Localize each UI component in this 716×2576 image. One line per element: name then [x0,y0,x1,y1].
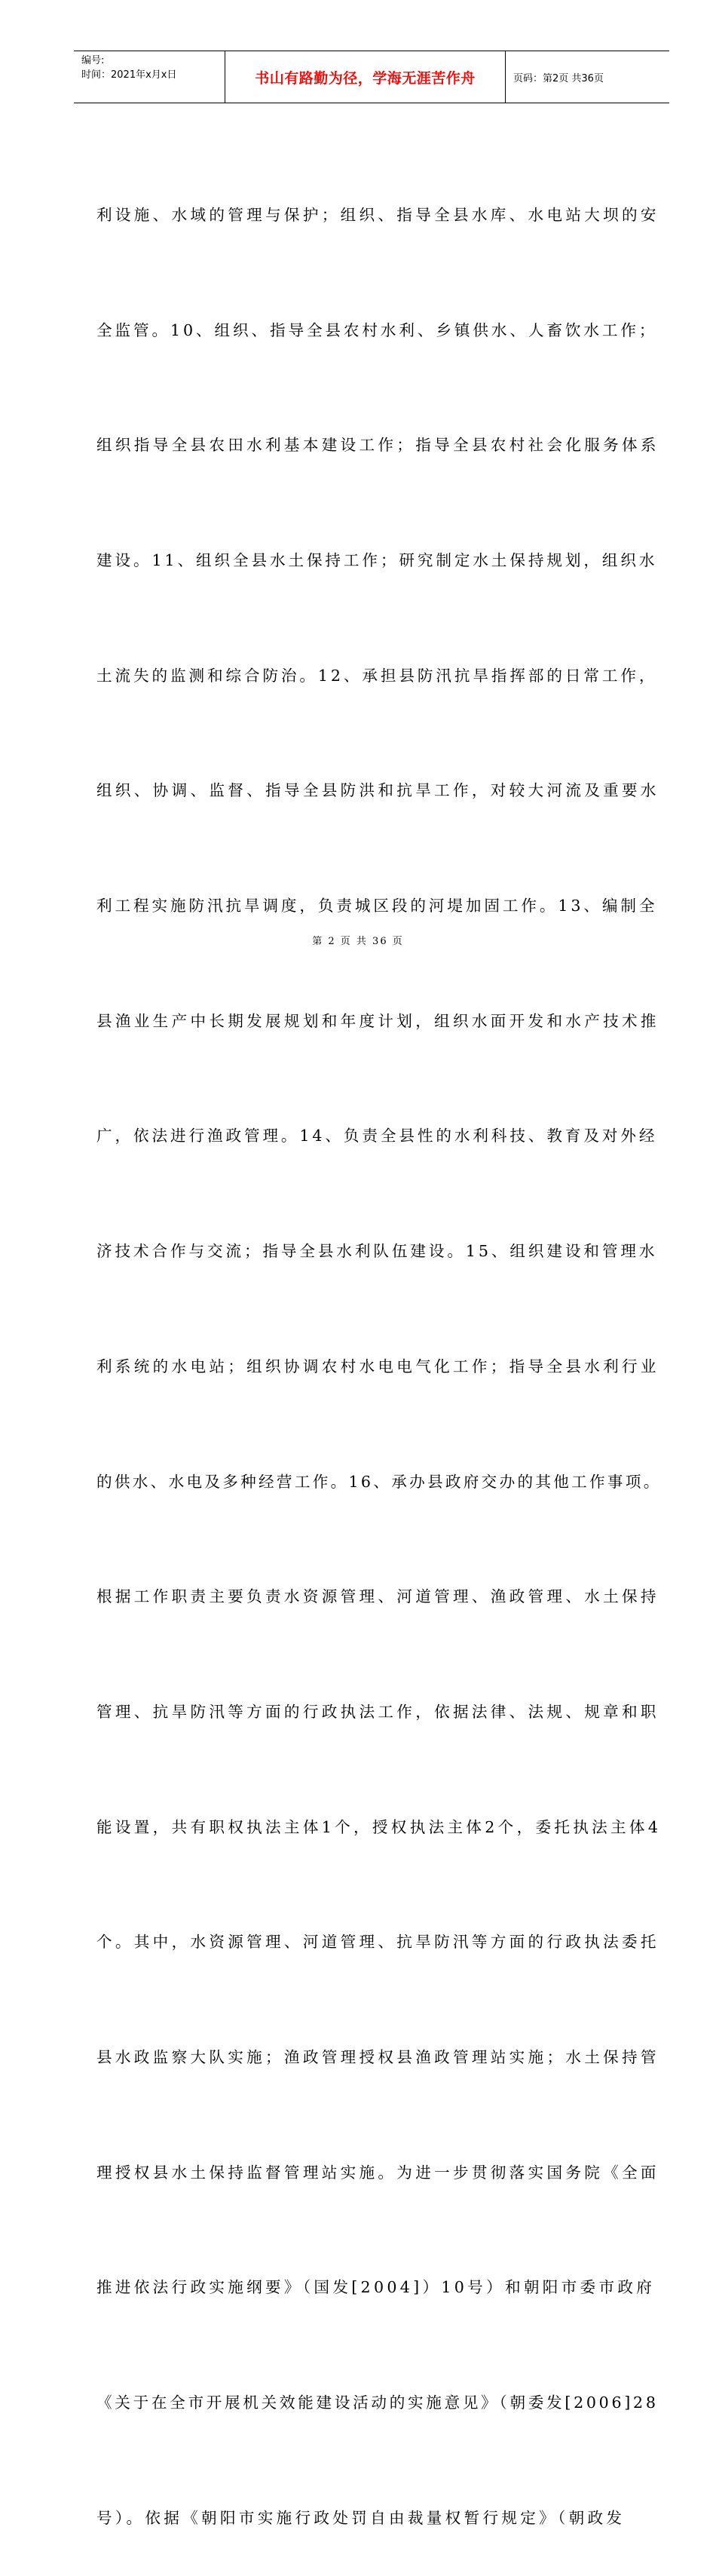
page-header [74,51,669,103]
body-line: 土流失的监测和综合防治。12、承担县防汛抗旱指挥部的日常工作， [96,666,658,685]
body-line: 理授权县水土保持监督管理站实施。为进一步贯彻落实国务院《全面 [96,2163,659,2182]
body-line: 县水政监察大队实施；渔政管理授权县渔政管理站实施；水土保持管 [96,2048,659,2067]
body-line: 能设置，共有职权执法主体1个，授权执法主体2个，委托执法主体4 [96,1817,662,1836]
page-footer [0,933,716,947]
body-line: 全监管。10、组织、指导全县农村水利、乡镇供水、人畜饮水工作； [96,320,658,339]
document-body [96,119,662,2576]
header-page-cell [506,51,669,103]
header-motto: 书山有路勤为径，学海无涯苦作舟 [255,69,476,87]
body-line: 根据工作职责主要负责水资源管理、河道管理、渔政管理、水土保持 [96,1587,659,1606]
document-number-label: 编号: [81,55,105,66]
body-line: 济技术合作与交流；指导全县水利队伍建设。15、组织建设和管理水 [96,1242,658,1261]
body-line: 的供水、水电及多种经营工作。16、承办县政府交办的其他工作事项。 [96,1472,662,1491]
body-line: 个。其中，水资源管理、河道管理、抗旱防汛等方面的行政执法委托 [96,1933,659,1952]
body-line: 广，依法进行渔政管理。14、负责全县性的水利科技、教育及对外经 [96,1127,658,1145]
header-page-info: 页码：第2页 共36页 [513,72,604,84]
body-line: 县渔业生产中长期发展规划和年度计划，组织水面开发和水产技术推 [96,1011,659,1030]
body-line: 管理、抗旱防汛等方面的行政执法工作，依据法律、法规、规章和职 [96,1702,659,1721]
document-time-label: 时间：2021年x月x日 [81,69,177,81]
footer-page-number: 第 2 页 共 36 页 [312,936,404,947]
body-line: 推进依法行政实施纲要》（国发[2004]）10号）和朝阳市委市政府 [96,2278,656,2297]
body-line: 利设施、水域的管理与保护；组织、指导全县水库、水电站大坝的安 [96,205,659,224]
body-line: 利工程实施防汛抗旱调度，负责城区段的河堤加固工作。13、编制全 [96,897,658,915]
body-line: 《关于在全市开展机关效能建设活动的实施意见》（朝委发[2006]28 [96,2394,659,2412]
body-line: 建设。11、组织全县水土保持工作；研究制定水土保持规划，组织水 [96,550,658,569]
body-line: 利系统的水电站；组织协调农村水电电气化工作；指导全县水利行业 [96,1357,659,1375]
header-motto-cell [225,51,506,103]
header-meta-cell [74,51,225,103]
body-line: 组织指导全县农田水利基本建设工作；指导全县农村社会化服务体系 [96,436,659,455]
body-line: 组织、协调、监督、指导全县防洪和抗旱工作，对较大河流及重要水 [96,781,659,800]
body-line: 号）。依据《朝阳市实施行政处罚自由裁量权暂行规定》（朝政发 [96,2508,626,2527]
